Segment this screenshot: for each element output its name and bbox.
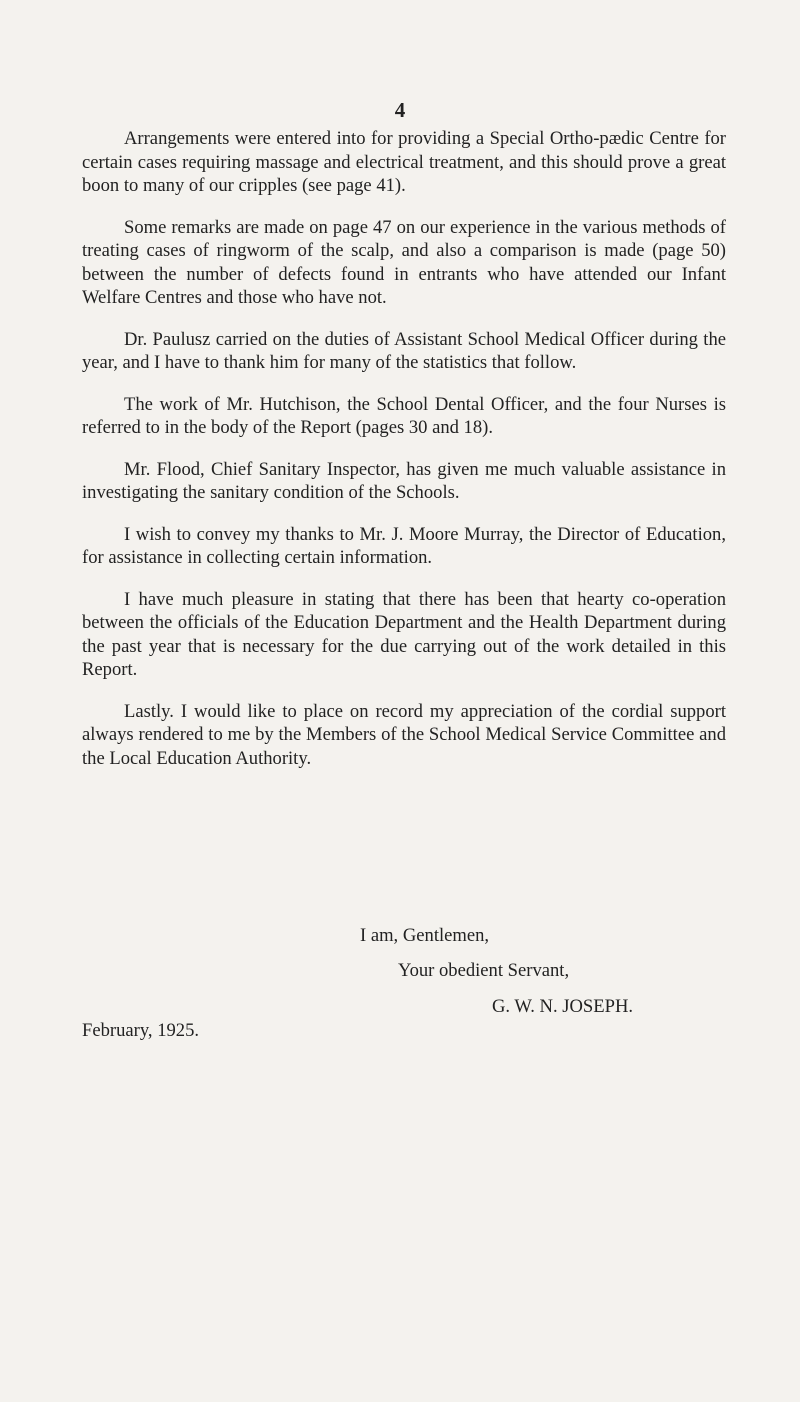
paragraph-hutchison: The work of Mr. Hutchison, the School Dental Officer, and the four Nurses is referred to in the body of the Report (pages 30 and 18). [82, 393, 726, 438]
paragraph-murray: I wish to convey my thanks to Mr. J. Moore Murray, the Director of Education, for assistance in collecting certain information. [82, 523, 726, 568]
paragraph-ringworm: Some remarks are made on page 47 on our experience in the various methods of treating cases of ringworm of the scalp, and also a comparison is made (page 50) between the number of defects found in entrants who have attended our Infant Welfare Centres and those who have not. [82, 216, 726, 308]
paragraph-lastly: Lastly. I would like to place on record my appreciation of the cordial support always rendered to me by the Members of the School Medical Service Committee and the Local Education Authority. [82, 700, 726, 769]
letter-body [82, 127, 726, 788]
paragraph-flood: Mr. Flood, Chief Sanitary Inspector, has given me much valuable assistance in investigating the sanitary condition of the Schools. [82, 458, 726, 503]
paragraph-ortho-centre: Arrangements were entered into for providing a Special Ortho-pædic Centre for certain cases requiring massage and electrical treatment, and this should prove a great boon to many of our cripples (see page 41). [82, 128, 726, 196]
letter-date: February, 1925. [82, 1020, 200, 1041]
paragraph-paulusz: Dr. Paulusz carried on the duties of Assistant School Medical Officer during the year, and I have to thank him for many of the statistics that follow. [82, 328, 726, 373]
closing-obedient: Your obedient Servant, [398, 960, 570, 981]
closing-salutation: I am, Gentlemen, [360, 925, 490, 946]
paragraph-cooperation: I have much pleasure in stating that there has been that hearty co-operation between the officials of the Education Department and the Health Department during the past year that is necessary for the due carrying out of the work detailed in this Report. [82, 588, 726, 680]
page-number: 4 [394, 98, 406, 122]
signature: G. W. N. JOSEPH. [492, 996, 634, 1017]
